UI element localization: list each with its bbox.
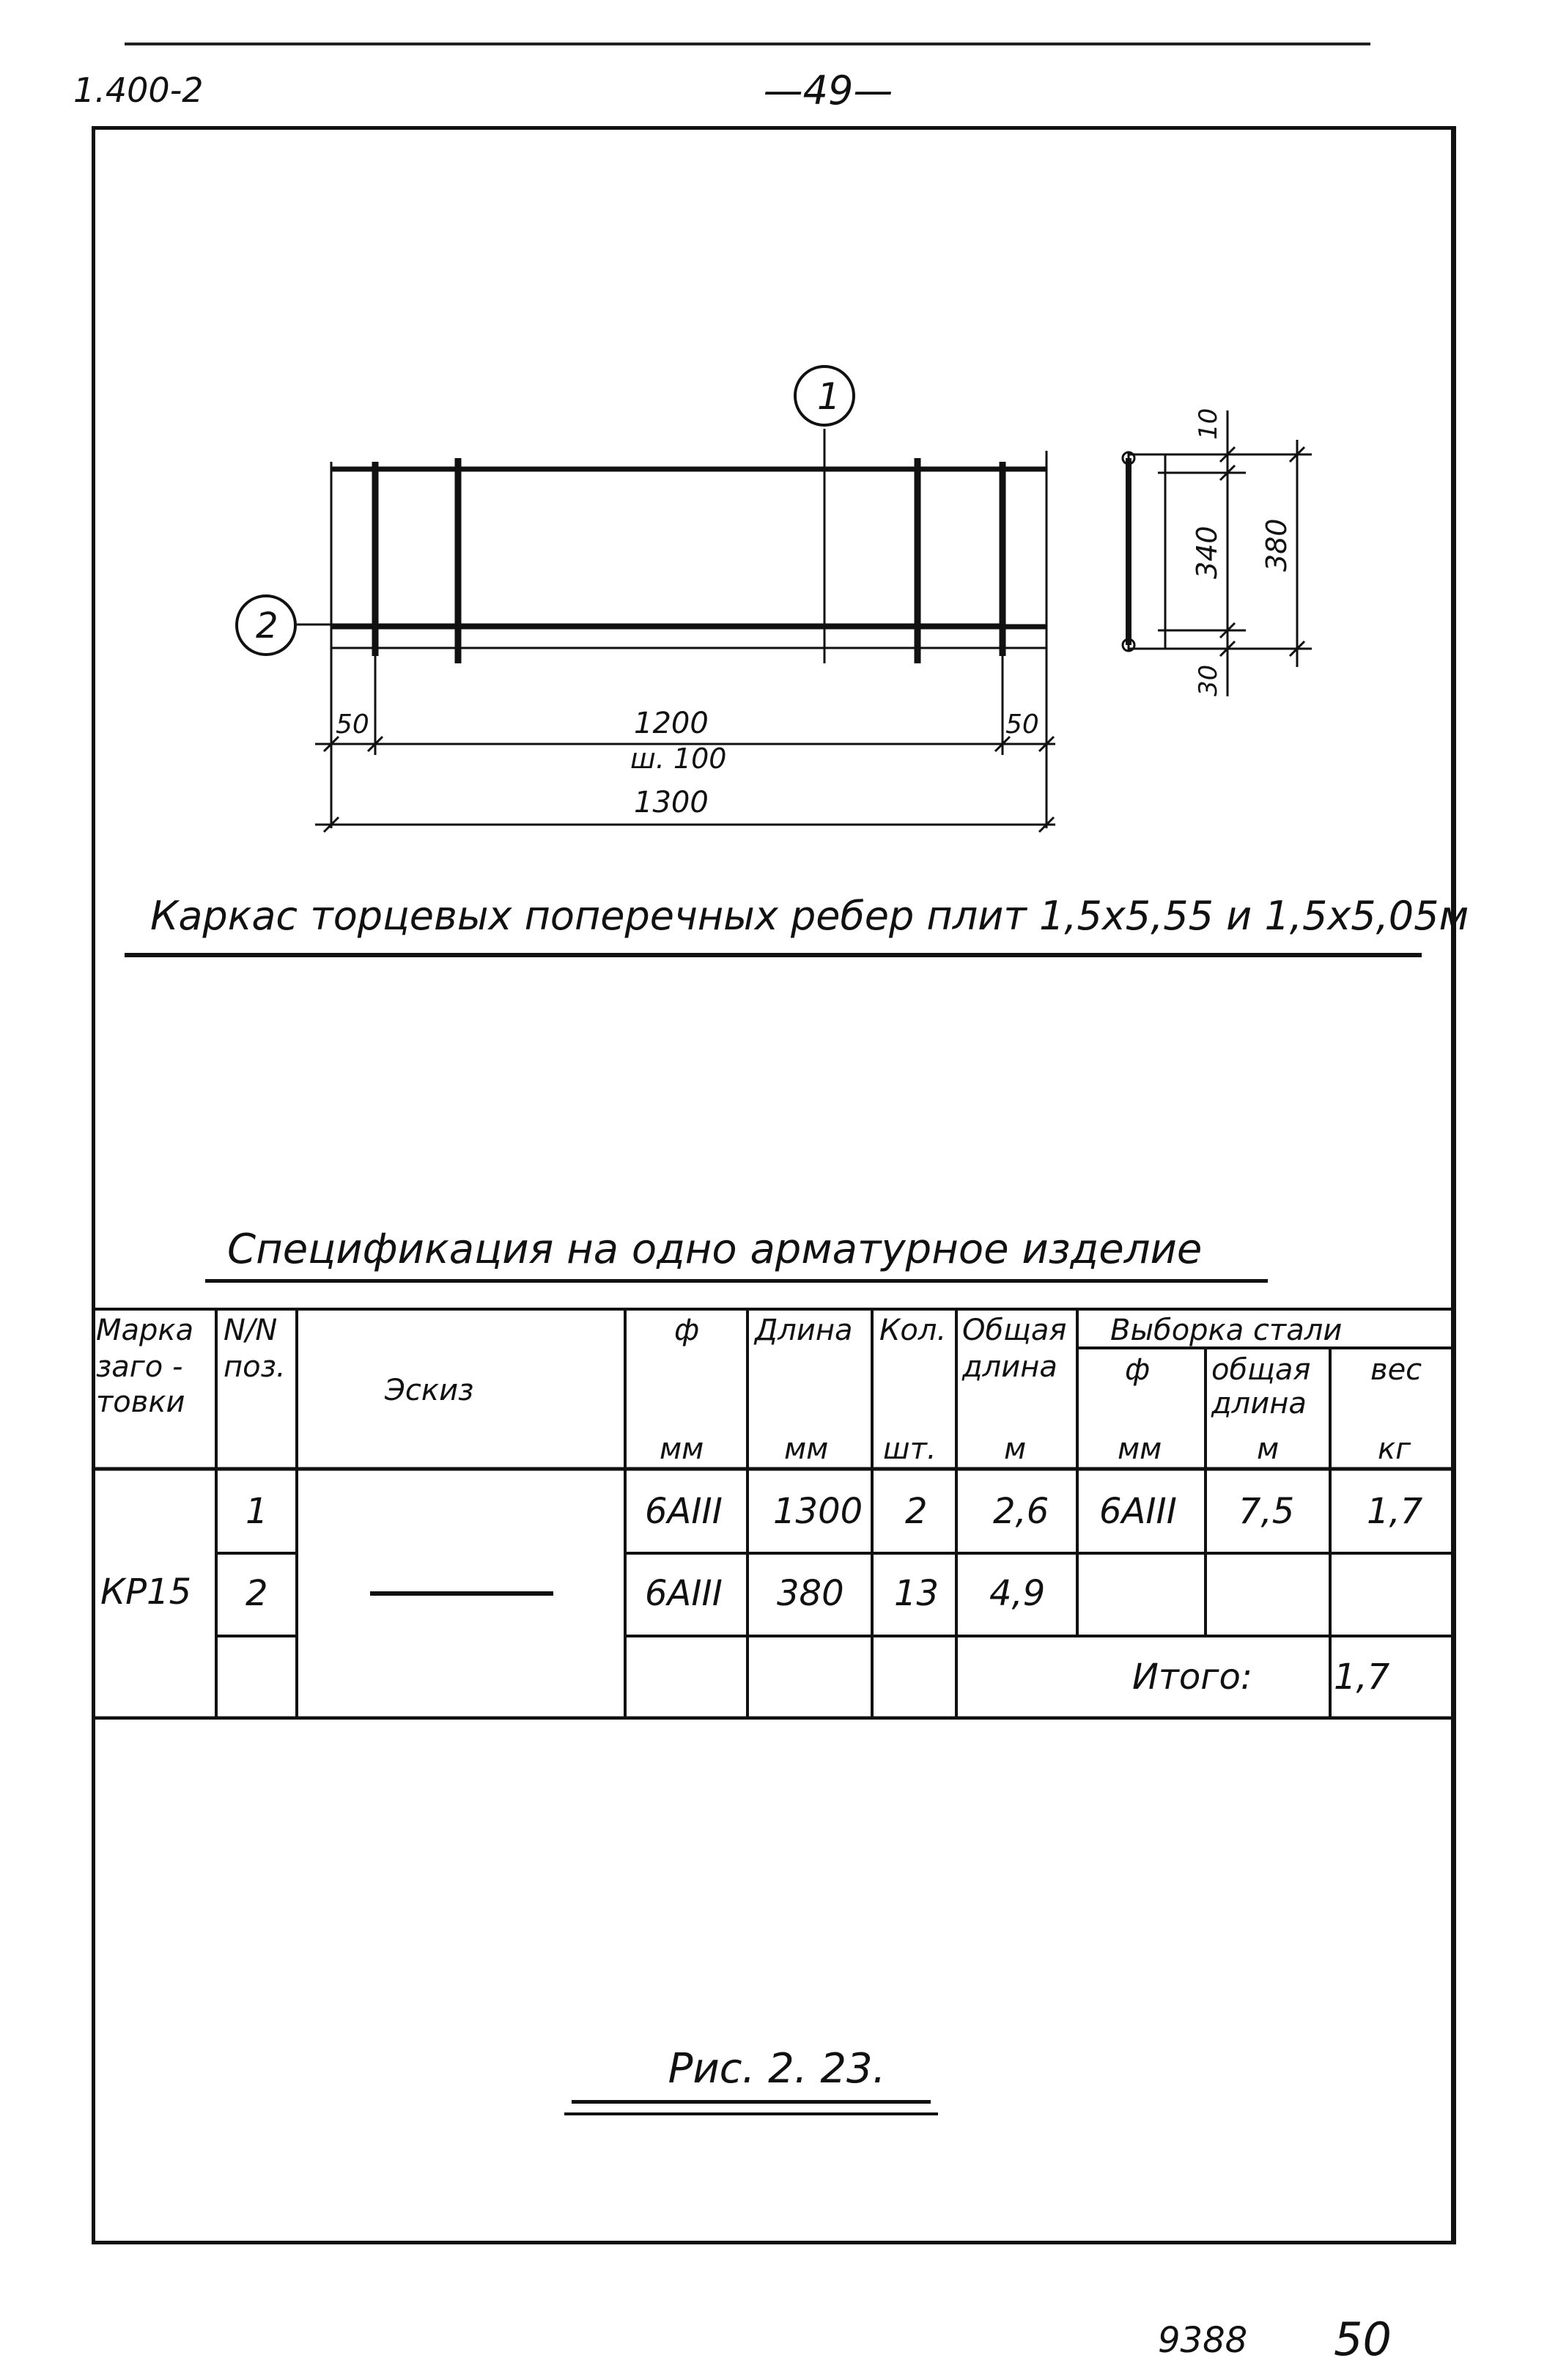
- header-length-unit: мм: [784, 1432, 829, 1466]
- spec-table: [92, 1308, 1452, 1720]
- section-outline: [1129, 454, 1165, 649]
- row1-count: 2: [905, 1491, 928, 1532]
- dim-right-label: 50: [1005, 710, 1039, 740]
- header-mark-1: Марка: [96, 1314, 194, 1347]
- header-sel-diameter-unit: мм: [1118, 1432, 1162, 1466]
- section-dim-bottom: 30: [1194, 664, 1223, 696]
- header-sel-length-1: общая: [1211, 1353, 1311, 1387]
- spec-title-underline: [205, 1279, 1268, 1283]
- row2-count: 13: [894, 1573, 939, 1614]
- doc-code: 1.400-2: [73, 70, 204, 110]
- row2-total-length: 4,9: [989, 1573, 1046, 1614]
- header-mark-3: товки: [96, 1385, 185, 1419]
- row2-pos: 2: [245, 1573, 268, 1614]
- row1-pos: 1: [245, 1491, 268, 1532]
- figure-label-underline: [572, 2100, 931, 2104]
- header-diameter-unit: мм: [660, 1432, 704, 1466]
- header-total-length-1: Общая: [962, 1314, 1067, 1347]
- frame-drawing: [0, 0, 1558, 880]
- header-sel-weight-unit: кг: [1378, 1432, 1411, 1466]
- section-dim-top: 10: [1194, 408, 1223, 440]
- row2-diameter: 6АIII: [645, 1573, 723, 1614]
- dim-total-label: 1300: [634, 786, 709, 819]
- header-mark-2: заго -: [96, 1350, 183, 1384]
- dim-spacing-label: ш. 100: [630, 743, 727, 775]
- header-sel-length-2: длина: [1211, 1387, 1307, 1421]
- header-steel-selection: Выборка стали: [1110, 1314, 1343, 1347]
- total-label: Итого:: [1132, 1657, 1252, 1698]
- sheet-number: 9388: [1158, 2320, 1248, 2361]
- row1-total-length: 2,6: [993, 1491, 1049, 1532]
- row2-length: 380: [777, 1573, 844, 1614]
- callout-1-label: 1: [817, 375, 841, 418]
- selection-diameter: 6АIII: [1099, 1491, 1177, 1532]
- figure-label: Рис. 2. 23.: [668, 2045, 886, 2093]
- header-sel-length-unit: м: [1257, 1432, 1280, 1466]
- callout-2-label: 2: [256, 605, 278, 646]
- header-length: Длина: [755, 1314, 853, 1347]
- figure-label-underline-2: [564, 2112, 938, 2115]
- row1-diameter: 6АIII: [645, 1491, 723, 1532]
- header-sel-diameter: ф: [1125, 1353, 1151, 1387]
- mark-value: КР15: [100, 1572, 192, 1613]
- frame-caption: Каркас торцевых поперечных ребер плит 1,5х5,55 и 1,5х5,05м: [150, 893, 1469, 939]
- header-pos-1: N/N: [224, 1314, 278, 1347]
- sheet-page: 50: [1334, 2313, 1392, 2366]
- page-number: —49—: [763, 67, 893, 114]
- header-total-length-2: длина: [962, 1350, 1057, 1384]
- header-count-unit: шт.: [883, 1432, 937, 1466]
- section-dim-mid: 340: [1191, 526, 1223, 579]
- header-pos-2: поз.: [224, 1350, 286, 1384]
- dim-left-label: 50: [336, 710, 369, 740]
- spec-title: Спецификация на одно арматурное изделие: [227, 1226, 1203, 1273]
- section-dim-total: 380: [1260, 518, 1293, 572]
- selection-total-length: 7,5: [1238, 1491, 1295, 1532]
- frame-caption-underline: [125, 953, 1422, 957]
- header-sketch: Эскиз: [385, 1374, 474, 1407]
- selection-weight: 1,7: [1367, 1491, 1423, 1532]
- total-value: 1,7: [1334, 1657, 1390, 1698]
- row1-length: 1300: [773, 1491, 863, 1532]
- header-sel-weight: вес: [1370, 1353, 1422, 1387]
- header-total-length-unit: м: [1004, 1432, 1027, 1466]
- header-diameter: ф: [674, 1314, 700, 1347]
- header-count: Кол.: [879, 1314, 947, 1347]
- dim-middle-label: 1200: [634, 707, 709, 740]
